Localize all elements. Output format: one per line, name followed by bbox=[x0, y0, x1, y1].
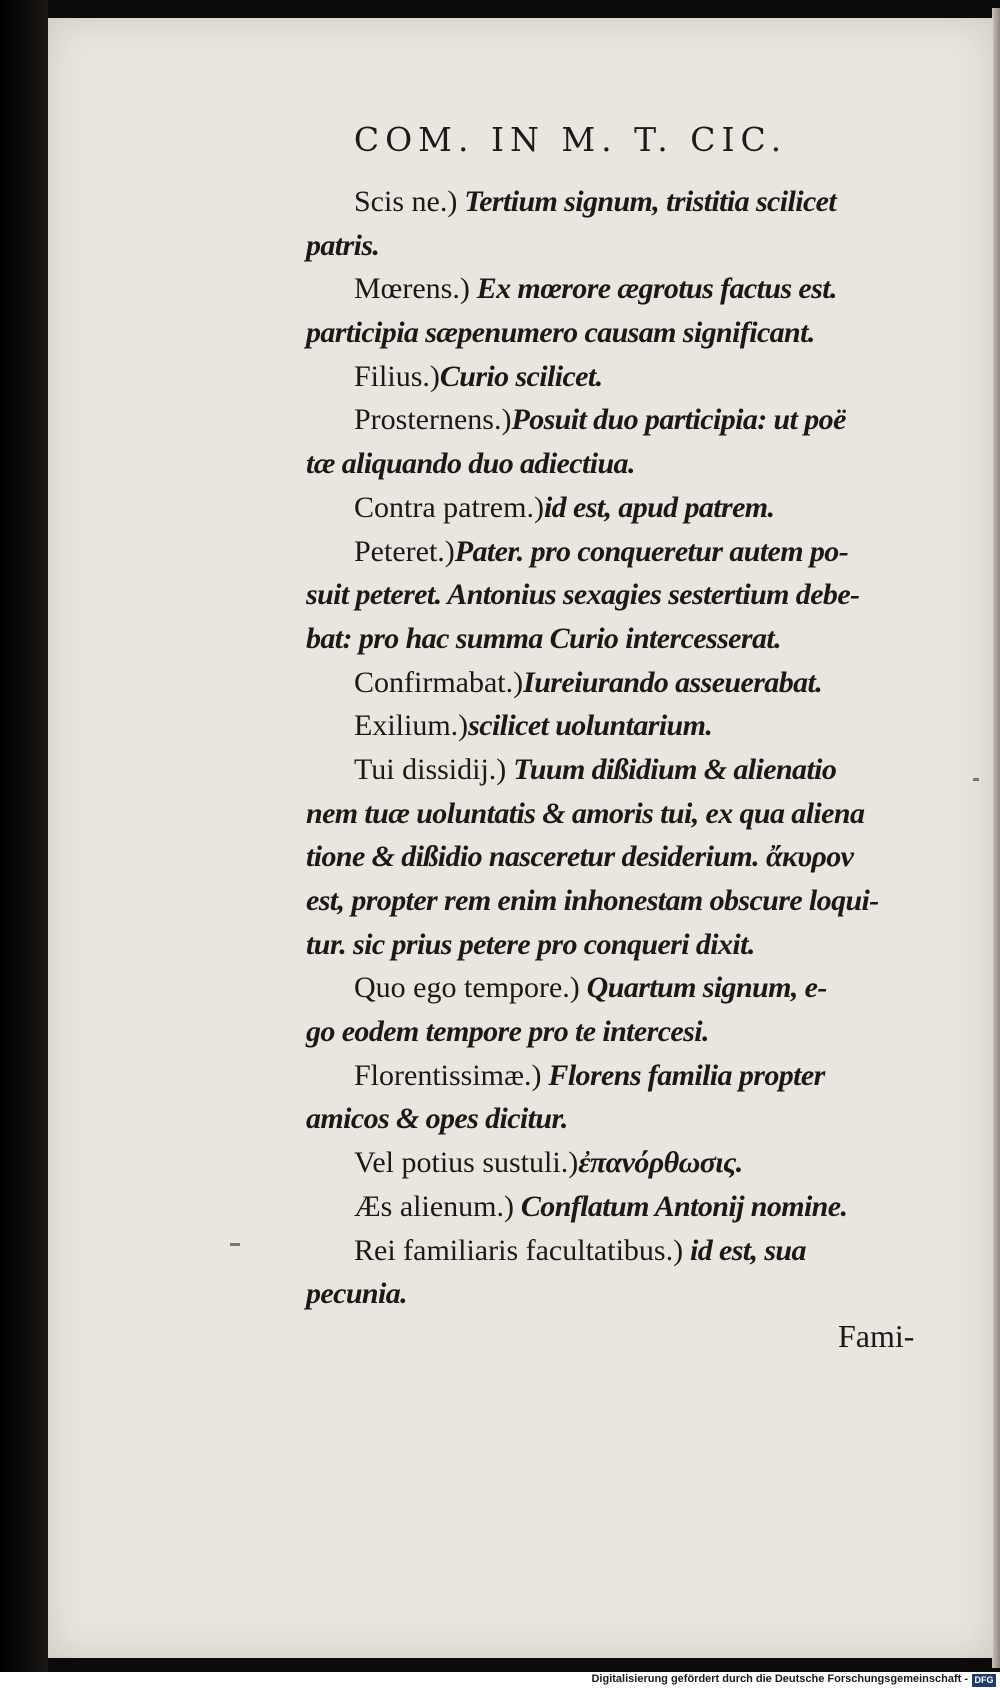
lemma: Florentissimæ.) bbox=[354, 1058, 542, 1092]
commentary: Pater. pro conqueretur autem po- bbox=[454, 534, 849, 568]
text-line bbox=[306, 267, 986, 311]
text-line bbox=[306, 966, 986, 1010]
commentary: ἐπανόρθωσις. bbox=[578, 1146, 743, 1180]
text-line bbox=[306, 879, 986, 923]
commentary: tæ aliquando duo adiectiua. bbox=[306, 447, 635, 481]
commentary: id est, apud patrem. bbox=[543, 490, 775, 524]
text-line bbox=[306, 704, 986, 748]
commentary: Posuit duo participia: ut poë bbox=[511, 403, 846, 437]
lemma: Prosternens.) bbox=[354, 403, 512, 437]
text-line bbox=[306, 923, 986, 967]
text-line bbox=[306, 311, 986, 355]
text-line bbox=[306, 748, 986, 792]
text-line bbox=[306, 180, 986, 224]
text-line bbox=[306, 1010, 986, 1054]
commentary: Iureiurando asseuerabat. bbox=[523, 665, 823, 699]
dfg-logo: DFG bbox=[972, 1674, 996, 1687]
lemma: Contra patrem.) bbox=[354, 490, 544, 524]
text-line bbox=[306, 792, 986, 836]
running-head: COM. IN M. T. CIC. bbox=[353, 120, 788, 159]
text-line bbox=[306, 224, 986, 268]
lemma: Filius.) bbox=[354, 359, 440, 393]
commentary: Conflatum Antonij nomine. bbox=[513, 1189, 848, 1223]
catchword: Fami- bbox=[838, 1318, 915, 1354]
commentary: Quartum signum, e- bbox=[579, 971, 827, 1005]
commentary: Tuum dißidium & alienatio bbox=[506, 752, 837, 786]
commentary: patris. bbox=[306, 228, 380, 262]
commentary: tur. sic prius petere pro conqueri dixit. bbox=[306, 927, 755, 961]
funding-credit: Digitalisierung gefördert durch die Deutsche Forschungsgemeinschaft - bbox=[591, 1673, 968, 1685]
commentary: nem tuæ uoluntatis & amoris tui, ex qua aliena bbox=[306, 796, 865, 830]
commentary: Florens familia propter bbox=[541, 1058, 825, 1092]
lemma: Æs alienum.) bbox=[354, 1189, 514, 1223]
commentary: est, propter rem enim inhonestam obscure loqui- bbox=[306, 884, 879, 917]
footer-bar bbox=[0, 1672, 1000, 1690]
text-line bbox=[306, 573, 986, 617]
text-line bbox=[306, 1229, 986, 1273]
lemma: Quo ego tempore.) bbox=[354, 971, 580, 1005]
text-line bbox=[306, 617, 986, 661]
book-page bbox=[48, 18, 993, 1658]
ink-mark bbox=[973, 778, 979, 781]
text-line bbox=[306, 835, 986, 879]
lemma: Exilium.) bbox=[354, 709, 469, 743]
lemma: Tui dissidij.) bbox=[354, 752, 507, 786]
page-edge bbox=[992, 8, 1000, 1668]
text-line bbox=[306, 530, 986, 574]
text-line bbox=[306, 1185, 986, 1229]
commentary: pecunia. bbox=[306, 1277, 408, 1311]
commentary: bat: pro hac summa Curio intercesserat. bbox=[306, 621, 781, 655]
commentary: tione & dißidio nasceretur desiderium. ἄκυρον bbox=[306, 840, 854, 874]
commentary: Curio scilicet. bbox=[439, 359, 603, 393]
lemma: Peteret.) bbox=[354, 534, 455, 568]
text-line bbox=[306, 1054, 986, 1098]
commentary: go eodem tempore pro te intercesi. bbox=[306, 1015, 709, 1049]
lemma: Vel potius sustuli.) bbox=[354, 1146, 579, 1180]
commentary: amicos & opes dicitur. bbox=[306, 1102, 568, 1136]
lemma: Confirmabat.) bbox=[354, 665, 524, 699]
commentary: Tertium signum, tristitia scilicet bbox=[457, 185, 837, 218]
lemma: Mœrens.) bbox=[354, 272, 470, 306]
text-line bbox=[306, 442, 986, 486]
lemma: Rei familiaris facultatibus.) bbox=[354, 1233, 684, 1267]
commentary-text bbox=[306, 180, 986, 1316]
commentary: suit peteret. Antonius sexagies sestertium debe- bbox=[306, 578, 860, 612]
book-gutter bbox=[0, 0, 48, 1690]
text-line bbox=[306, 1272, 986, 1316]
commentary: scilicet uoluntarium. bbox=[468, 709, 713, 743]
commentary: Ex mœrore ægrotus factus est. bbox=[469, 272, 837, 306]
commentary: participia sæpenumero causam significant. bbox=[306, 316, 815, 350]
text-line bbox=[306, 1097, 986, 1141]
lemma: Scis ne.) bbox=[354, 185, 458, 218]
text-line bbox=[306, 398, 986, 442]
commentary: id est, sua bbox=[683, 1233, 806, 1267]
text-line bbox=[306, 486, 986, 530]
text-line bbox=[306, 355, 986, 399]
ink-mark bbox=[230, 1243, 240, 1246]
text-line bbox=[306, 661, 986, 705]
text-line bbox=[306, 1141, 986, 1185]
